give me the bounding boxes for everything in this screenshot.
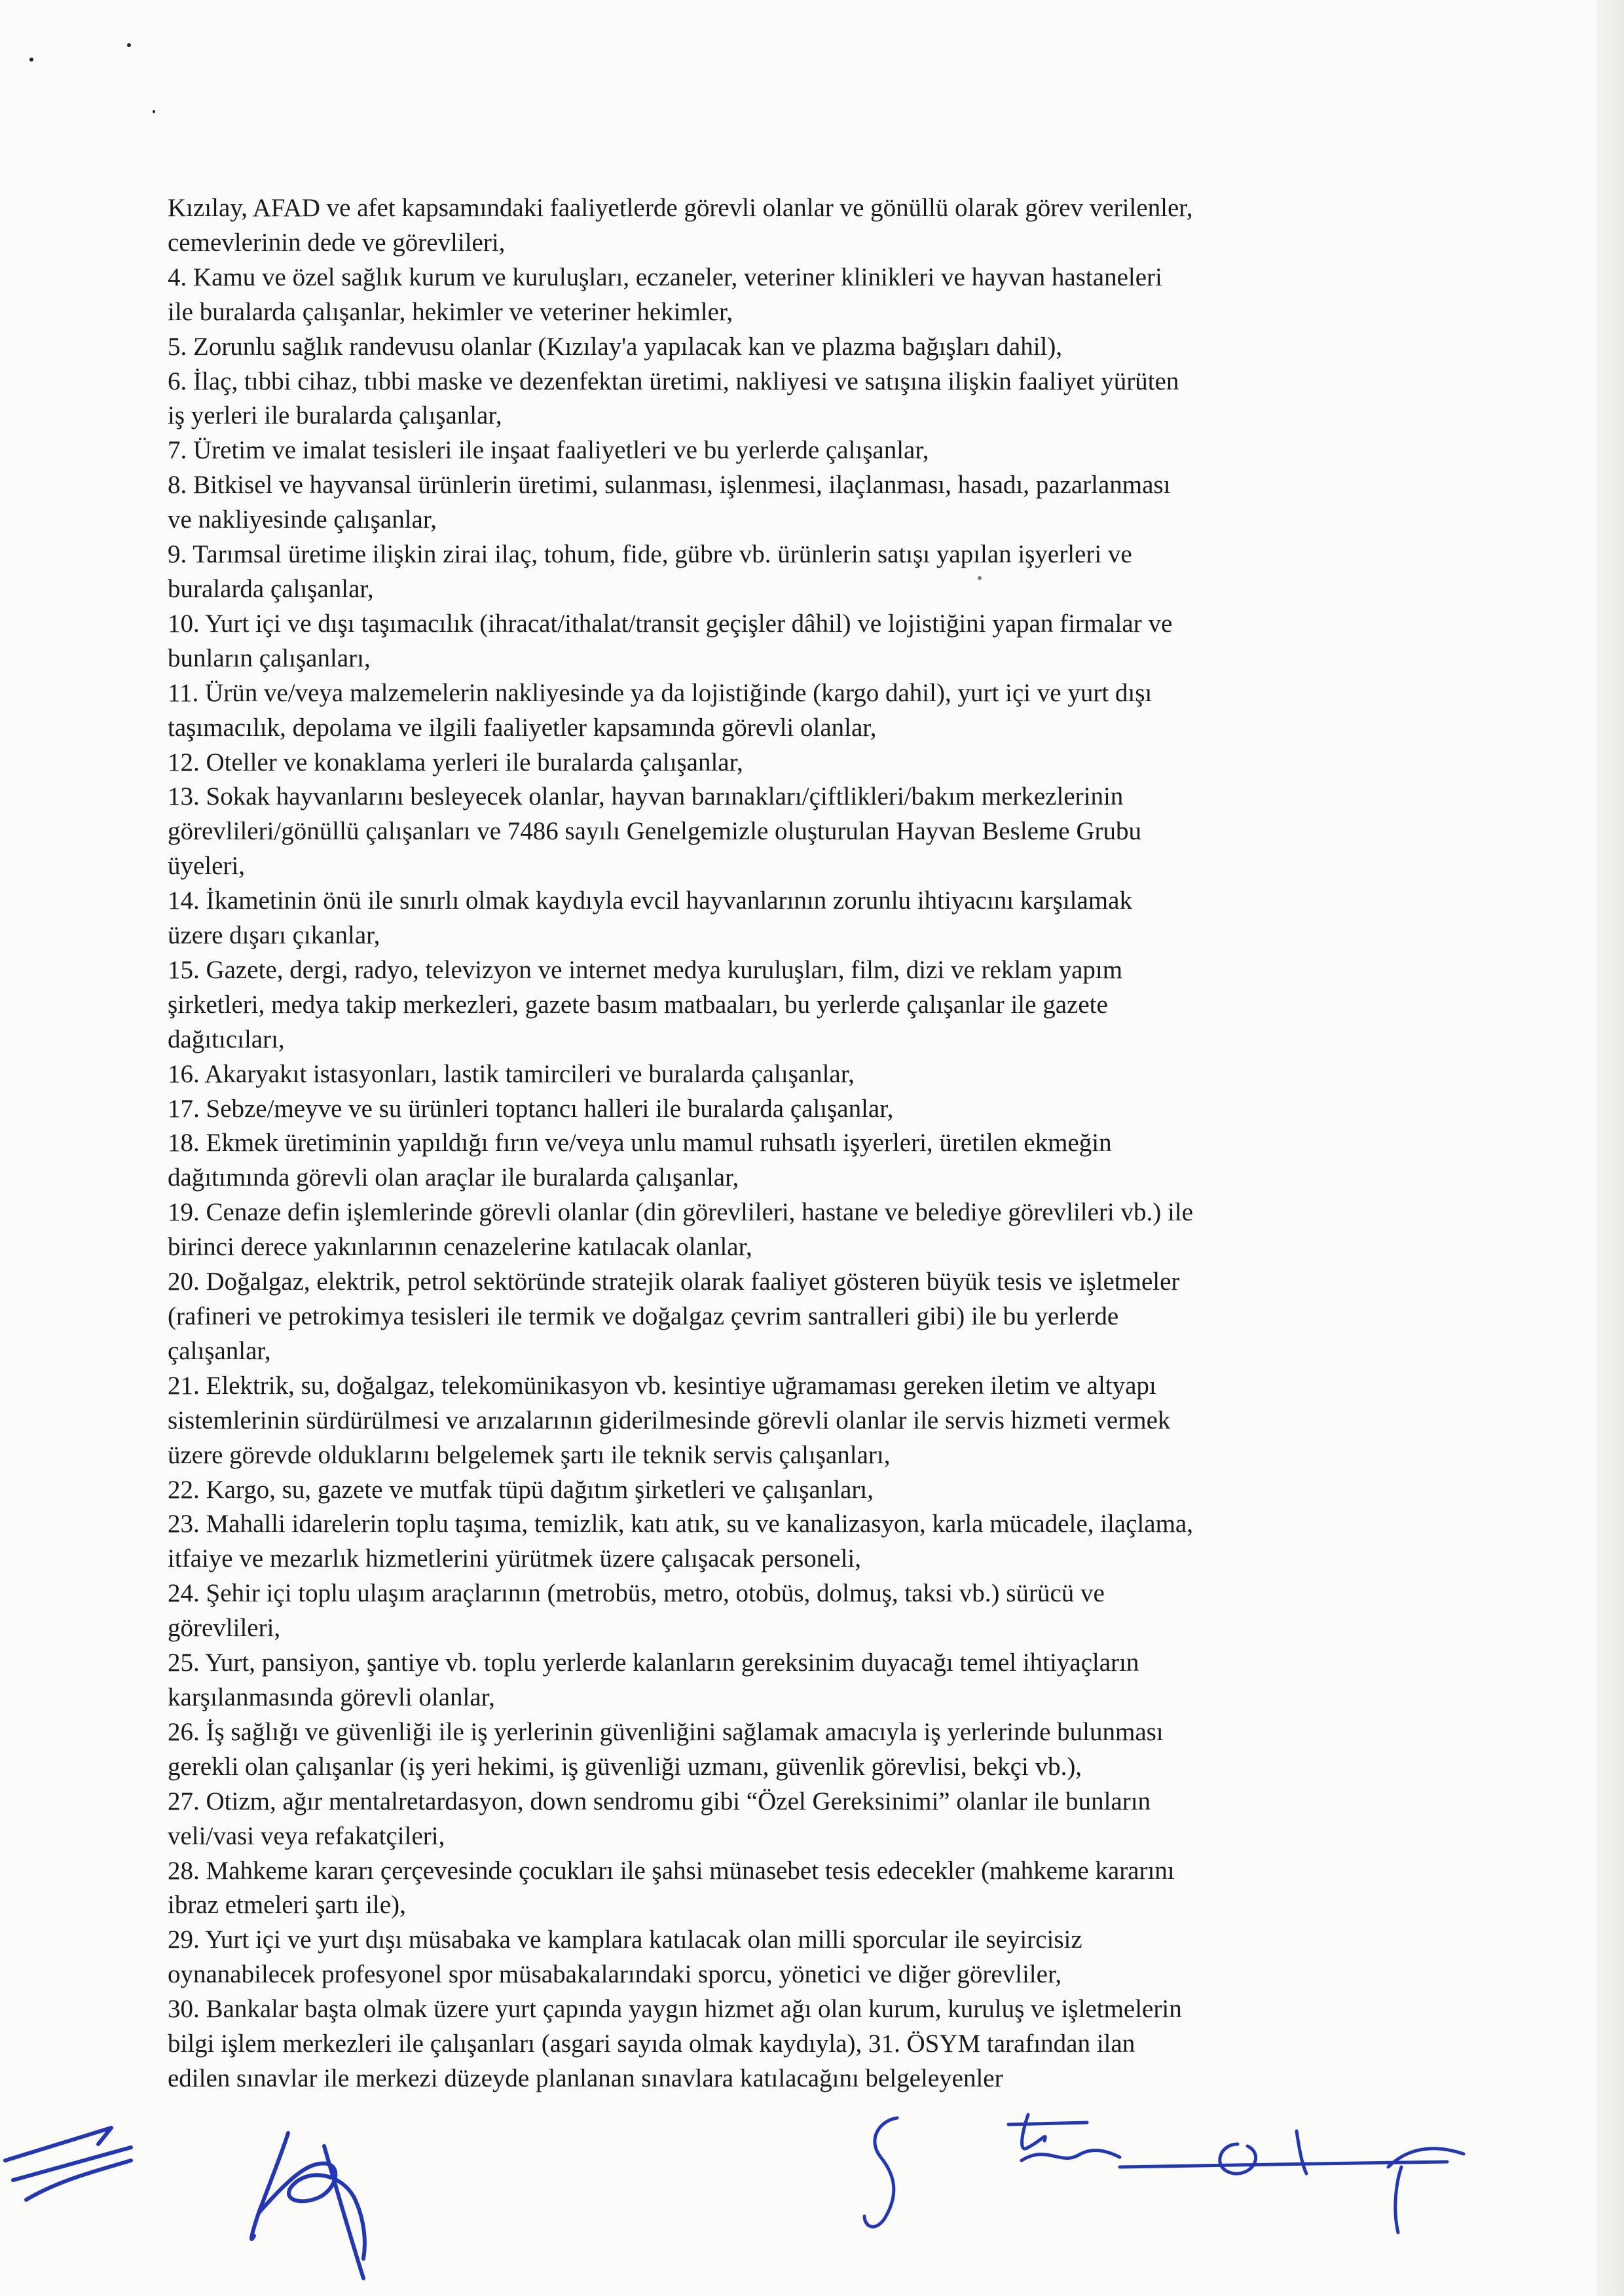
text-line: 12. Oteller ve konaklama yerleri ile buralarda çalışanlar, bbox=[168, 748, 743, 776]
text-line: görevlileri/gönüllü çalışanları ve 7486 sayılı Genelgemizle oluşturulan Hayvan Besleme Grubu bbox=[168, 817, 1142, 846]
text-line: 6. İlaç, tıbbi cihaz, tıbbi maske ve dezenfektan üretimi, nakliyesi ve satışına ilişkin faaliyet yürüten bbox=[168, 367, 1179, 395]
text-line: görevlileri, bbox=[168, 1614, 281, 1643]
text-line: iş yerleri ile buralarda çalışanlar, bbox=[168, 401, 502, 430]
text-line: 14. İkametinin önü ile sınırlı olmak kaydıyla evcil hayvanlarının zorunlu ihtiyacını karşılamak bbox=[168, 886, 1132, 915]
text-line: 10. Yurt içi ve dışı taşımacılık (ihracat/ithalat/transit geçişler dâhil) ve lojistiğini yapan firmalar ve bbox=[168, 609, 1173, 638]
text-line: üzere görevde olduklarını belgelemek şartı ile teknik servis çalışanları, bbox=[168, 1440, 891, 1469]
text-line: gerekli olan çalışanlar (iş yeri hekimi, iş güvenliği uzmanı, güvenlik görevlisi, bekçi vb.), bbox=[168, 1752, 1082, 1781]
text-line: 29. Yurt içi ve yurt dışı müsabaka ve kamplara katılacak olan milli sporcular ile seyircisiz bbox=[168, 1925, 1082, 1954]
text-line: 25. Yurt, pansiyon, şantiye vb. toplu yerlerde kalanların gereksinim duyacağı temel ihtiyaçların bbox=[168, 1649, 1139, 1677]
text-line: Kızılay, AFAD ve afet kapsamındaki faaliyetlerde görevli olanlar ve gönüllü olarak görev verilenler, bbox=[168, 194, 1193, 222]
text-line: sistemlerinin sürdürülmesi ve arızalarının giderilmesinde görevli olanlar ile servis hizmeti vermek bbox=[168, 1406, 1171, 1434]
text-line: veli/vasi veya refakatçileri, bbox=[168, 1821, 445, 1850]
text-line: (rafineri ve petrokimya tesisleri ile termik ve doğalgaz çevrim santralleri gibi) ile bu yerlerde bbox=[168, 1302, 1119, 1330]
text-line: 13. Sokak hayvanlarını besleyecek olanlar, hayvan barınakları/çiftlikleri/bakım merkezlerinin bbox=[168, 782, 1124, 811]
text-line: 4. Kamu ve özel sağlık kurum ve kuruluşları, eczaneler, veteriner klinikleri ve hayvan hastaneleri bbox=[168, 263, 1162, 291]
text-line: buralarda çalışanlar, bbox=[168, 574, 374, 603]
text-line: 26. İş sağlığı ve güvenliği ile iş yerlerinin güvenliğini sağlamak amacıyla iş yerlerinde bulunması bbox=[168, 1717, 1164, 1746]
text-line: şirketleri, medya takip merkezleri, gazete basım matbaaları, bu yerlerde çalışanlar ile gazete bbox=[168, 990, 1108, 1019]
handwritten-signature-icon bbox=[864, 2115, 1464, 2232]
text-line: 23. Mahalli idarelerin toplu taşıma, temizlik, katı atık, su ve kanalizasyon, karla mücadele, ilaçlama, bbox=[168, 1510, 1193, 1539]
text-line: 24. Şehir içi toplu ulaşım araçlarının (metrobüs, metro, otobüs, dolmuş, taksi vb.) sürücü ve bbox=[168, 1579, 1105, 1608]
text-line: 11. Ürün ve/veya malzemelerin nakliyesinde ya da lojistiğinde (kargo dahil), yurt içi ve yurt dışı bbox=[168, 678, 1153, 707]
text-line: 22. Kargo, su, gazete ve mutfak tüpü dağıtım şirketleri ve çalışanları, bbox=[168, 1475, 874, 1504]
text-line: cemevlerinin dede ve görevlileri, bbox=[168, 228, 506, 257]
text-line: 7. Üretim ve imalat tesisleri ile inşaat faaliyetleri ve bu yerlerde çalışanlar, bbox=[168, 436, 929, 465]
text-line: 16. Akaryakıt istasyonları, lastik tamircileri ve buralarda çalışanlar, bbox=[168, 1059, 855, 1088]
text-line: 17. Sebze/meyve ve su ürünleri toptancı halleri ile buralarda çalışanlar, bbox=[168, 1094, 894, 1123]
text-line: üyeleri, bbox=[168, 852, 246, 881]
scan-speck bbox=[153, 110, 155, 113]
text-line: karşılanmasında görevli olanlar, bbox=[168, 1683, 495, 1711]
signatures-area bbox=[0, 2082, 1624, 2296]
text-line: edilen sınavlar ile merkezi düzeyde planlanan sınavlara katılacağını belgeleyenler bbox=[168, 2064, 1003, 2092]
text-line: 30. Bankalar başta olmak üzere yurt çapında yaygın hizmet ağı olan kurum, kuruluş ve işletmelerin bbox=[168, 1995, 1182, 2024]
text-line: 5. Zorunlu sağlık randevusu olanlar (Kızılay'a yapılacak kan ve plazma bağışları dahil), bbox=[168, 332, 1063, 361]
text-line: bilgi işlem merkezleri ile çalışanları (asgari sayıda olmak kaydıyla), 31. ÖSYM tarafından ilan bbox=[168, 2030, 1135, 2058]
text-line: 27. Otizm, ağır mentalretardasyon, down sendromu gibi “Özel Gereksinimi” olanlar ile bunların bbox=[168, 1787, 1151, 1815]
text-line: 15. Gazete, dergi, radyo, televizyon ve internet medya kuruluşları, film, dizi ve reklam yapım bbox=[168, 955, 1123, 984]
text-line: çalışanlar, bbox=[168, 1336, 271, 1365]
text-line: ibraz etmeleri şartı ile), bbox=[168, 1891, 406, 1920]
text-line: üzere dışarı çıkanlar, bbox=[168, 921, 380, 950]
text-line: birinci derece yakınlarının cenazelerine katılacak olanlar, bbox=[168, 1233, 752, 1262]
text-line: 18. Ekmek üretiminin yapıldığı fırın ve/veya unlu mamul ruhsatlı işyerleri, üretilen ekmeğin bbox=[168, 1129, 1112, 1157]
text-line: 21. Elektrik, su, doğalgaz, telekomünikasyon vb. kesintiye uğramaması gereken iletim ve altyapı bbox=[168, 1371, 1156, 1400]
text-line: 9. Tarımsal üretime ilişkin zirai ilaç, tohum, fide, gübre vb. ürünlerin satışı yapılan işyerleri ve bbox=[168, 540, 1132, 569]
text-line: bunların çalışanları, bbox=[168, 644, 371, 672]
text-line: dağıtımında görevli olan araçlar ile buralarda çalışanlar, bbox=[168, 1163, 739, 1192]
handwritten-signature-icon bbox=[5, 2128, 365, 2278]
text-line: taşımacılık, depolama ve ilgili faaliyetler kapsamında görevli olanlar, bbox=[168, 713, 877, 742]
text-line: ile buralarda çalışanlar, hekimler ve veteriner hekimler, bbox=[168, 297, 733, 326]
text-line: ve nakliyesinde çalışanlar, bbox=[168, 505, 437, 534]
text-line: itfaiye ve mezarlık hizmetlerini yürütmek üzere çalışacak personeli, bbox=[168, 1544, 862, 1573]
text-line: dağıtıcıları, bbox=[168, 1025, 285, 1053]
text-line: oynanabilecek profesyonel spor müsabakalarındaki sporcu, yönetici ve diğer görevliler, bbox=[168, 1960, 1062, 1989]
scan-edge-shadow bbox=[1596, 0, 1624, 2296]
document-body bbox=[168, 191, 1412, 2096]
text-line: 28. Mahkeme kararı çerçevesinde çocukları ile şahsi münasebet tesis edecekler (mahkeme kararını bbox=[168, 1856, 1175, 1885]
text-line: 8. Bitkisel ve hayvansal ürünlerin üretimi, sulanması, işlenmesi, ilaçlanması, hasadı, pazarlanması bbox=[168, 471, 1171, 500]
text-line: 20. Doğalgaz, elektrik, petrol sektöründe stratejik olarak faaliyet gösteren büyük tesis ve işletmeler bbox=[168, 1267, 1180, 1296]
scan-speck bbox=[127, 43, 131, 47]
text-line: 19. Cenaze defin işlemlerinde görevli olanlar (din görevlileri, hastane ve belediye görevlileri vb.) ile bbox=[168, 1198, 1193, 1227]
scan-speck bbox=[29, 58, 33, 62]
